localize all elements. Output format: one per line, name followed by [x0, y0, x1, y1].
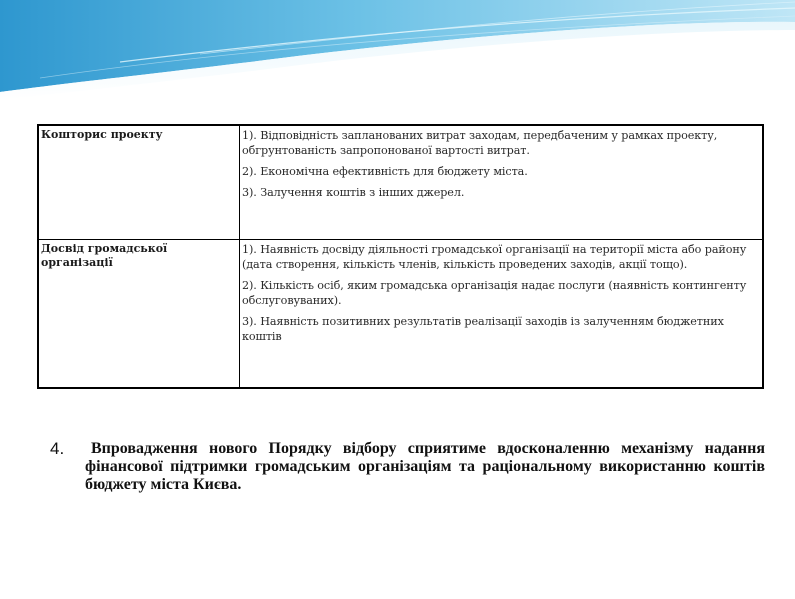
criterion-item: 1). Відповідність запланованих витрат заходам, передбаченим у рамках проекту, обгрунтованість запропонованої вартості витрат. [242, 129, 718, 157]
table-row [38, 125, 763, 239]
criterion-item: 1). Наявність досвіду діяльності громадської організації на території міста або району (дата створення, кількість членів, кількість проведених заходів, акції тощо). [242, 242, 747, 271]
criterion-item: 3). Залучення коштів з інших джерел. [242, 186, 465, 199]
summary-text: Впровадження нового Порядку відбору сприятиме вдосконаленню механізму надання фінансової підтримки громадським організаціям та раціональному використанню коштів бюджету міста Києва. [85, 440, 765, 493]
criterion-items [240, 239, 764, 388]
header-wave-band [0, 0, 795, 100]
criterion-item: 3). Наявність позитивних результатів реалізації заходів із залученням бюджетних коштів [242, 314, 724, 343]
criteria-table [37, 124, 764, 389]
summary-number: 4. [50, 439, 65, 458]
table-row [38, 239, 763, 388]
criterion-label: Досвід громадської організації [38, 239, 240, 388]
criterion-item: 2). Кількість осіб, яким громадська організація надає послуги (наявність контингенту обслуговуваних). [242, 278, 747, 307]
summary-paragraph [50, 440, 765, 494]
criterion-label: Кошторис проекту [38, 125, 240, 239]
criterion-item: 2). Економічна ефективність для бюджету міста. [242, 165, 528, 178]
criterion-items [240, 125, 764, 239]
